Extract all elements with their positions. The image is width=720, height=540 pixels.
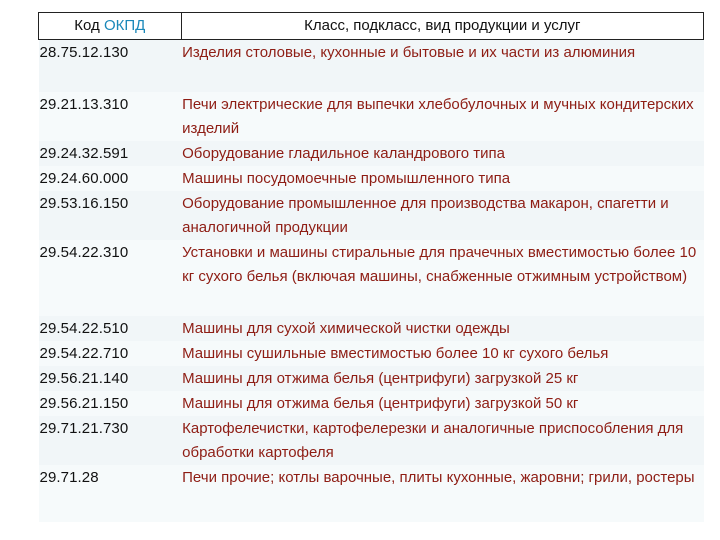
row-desc: Машины сушильные вместимостью более 10 кг сухого белья xyxy=(182,344,609,362)
row-code: 29.56.21.150 xyxy=(39,394,129,412)
okpd-table xyxy=(38,12,704,522)
table-header xyxy=(39,13,704,40)
row-desc: Машины для отжима белья (центрифуги) загрузкой 50 кг xyxy=(182,394,579,412)
row-code: 29.54.22.510 xyxy=(39,319,129,337)
row-desc: Изделия столовые, кухонные и бытовые и их части из алюминия xyxy=(182,44,636,61)
row-code: 28.75.12.130 xyxy=(39,44,129,61)
row-code: 29.53.16.150 xyxy=(39,194,129,212)
row-desc: Оборудование промышленное для производства макарон, спагетти и аналогичной продукции xyxy=(182,194,669,236)
table-body xyxy=(39,40,704,522)
header-desc: Класс, подкласс, вид продукции и услуг xyxy=(181,13,703,40)
header-row xyxy=(39,13,704,40)
header-code-accent: ОКПД xyxy=(103,17,146,34)
row-code: 29.71.21.730 xyxy=(39,419,129,437)
table-row xyxy=(39,92,704,141)
table-row xyxy=(39,465,704,522)
row-desc: Печи прочие; котлы варочные, плиты кухонные, жаровни; грили, ростеры xyxy=(182,468,695,486)
row-desc: Машины посудомоечные промышленного типа xyxy=(182,169,511,187)
row-desc: Оборудование гладильное каландрового типа xyxy=(182,144,505,162)
row-code: 29.56.21.140 xyxy=(39,369,129,387)
table-row xyxy=(39,40,704,92)
row-code: 29.54.22.310 xyxy=(39,243,129,261)
header-code xyxy=(39,13,182,40)
row-desc: Печи электрические для выпечки хлебобулочных и мучных кондитерских изделий xyxy=(182,95,694,137)
row-code: 29.24.60.000 xyxy=(39,169,129,187)
table-row xyxy=(39,191,704,240)
row-code: 29.71.28 xyxy=(39,468,99,486)
table-row xyxy=(39,391,704,416)
row-desc: Машины для сухой химической чистки одежды xyxy=(182,319,510,337)
row-code: 29.24.32.591 xyxy=(39,144,129,162)
table-row xyxy=(39,141,704,166)
table-row xyxy=(39,316,704,341)
row-code: 29.21.13.310 xyxy=(39,95,129,113)
table-row xyxy=(39,240,704,316)
table-row xyxy=(39,166,704,191)
row-desc: Картофелечистки, картофелерезки и аналогичные приспособления для обработки картофеля xyxy=(182,419,684,461)
row-code: 29.54.22.710 xyxy=(39,344,129,362)
table-row xyxy=(39,416,704,465)
table-row xyxy=(39,341,704,366)
row-desc: Установки и машины стиральные для прачечных вместимостью более 10 кг сухого белья (включая машины, снабженные отжимным устройством) xyxy=(182,243,697,285)
header-code-prefix: Код xyxy=(74,17,100,34)
row-desc: Машины для отжима белья (центрифуги) загрузкой 25 кг xyxy=(182,369,579,387)
table-row xyxy=(39,366,704,391)
